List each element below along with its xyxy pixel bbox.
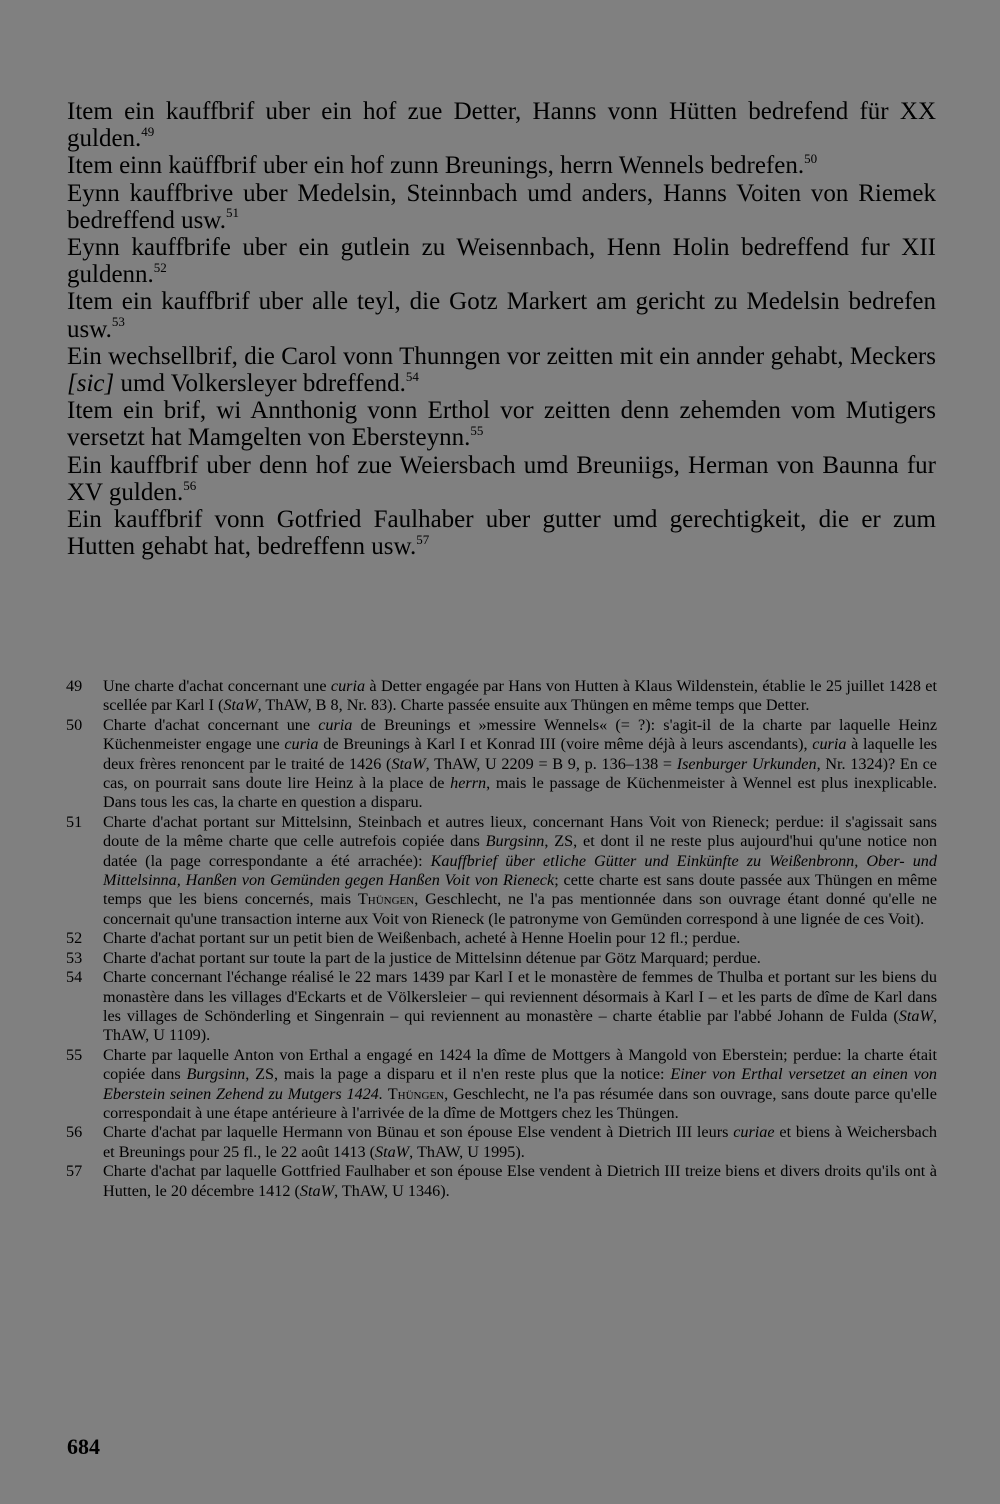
entry: Ein kauffbrif vonn Gotfried Faulhaber uber gutter umd gerechtigkeit, die er zum Hutten gehabt hat, bedreffenn usw.$^{57}$	[67, 506, 936, 561]
footnote-ref: 53	[111, 314, 125, 330]
entry: Eynn kauffbrive uber Medelsin, Steinnbach umd anders, Hanns Voiten von Riemek bedreffend usw.$^{51}$	[67, 179, 936, 234]
footnote-number: 57	[66, 1162, 83, 1181]
footnote-number: 56	[66, 1123, 83, 1142]
footnote: 50 Charte d'achat concernant une curia de Breunings et »messire Wennels« (= ?): s'agit-il de la charte par laquelle Heinz Küchenmeister engage une curia de Breunings à Karl I et Konrad III (voire même déjà à leurs ascendants), curia à laquelle les deux frères renoncent par le traité de 1426 (StaW, ThAW, U 2209 = B 9, p. 136–138 = Isenburger Urkunden, Nr. 1324)? En ce cas, on pourrait sans doute lire Heinz à la place de herrn, mais le passage de Küchenmeister à Wennel est plus inexplicable. Dans tous les cas, la charte en question a disparu.	[66, 715, 938, 812]
footnote-ref: 55	[470, 423, 484, 439]
entry: Ein wechsellbrif, die Carol vonn Thunngen vor zeitten mit ein annder gehabt, Meckers [sic] umd Volkersleyer bdreffend.$^{54}$	[67, 342, 936, 398]
footnotes	[66, 677, 937, 1201]
entry: Ein kauffbrif uber denn hof zue Weiersbach umd Breuniigs, Herman von Baunna fur XV gulden.$^{56}$	[67, 451, 936, 506]
footnote-number: 52	[66, 929, 83, 948]
footnote-number: 49	[66, 677, 83, 695]
entry: Item einn kaüffbrif uber ein hof zunn Breunings, herrn Wennels bedrefen.$^{50}$	[67, 151, 818, 180]
footnote: 54 Charte concernant l'échange réalisé le 22 mars 1439 par Karl I et le monastère de femmes de Thulba et portant sur les biens du monastère dans les villages d'Eckarts et de Völkersleier – qui reviennent désormais à Karl I – et les parts de dîme de Karl dans les villages de Schönderling et Singenrain – qui reviennent au monastère – charte établie par l'abbé Johann de Fulda (StaW, ThAW, U 1109).	[66, 968, 937, 1045]
footnote-number: 53	[66, 948, 83, 967]
footnote: 55 Charte par laquelle Anton von Erthal a engagé en 1424 la dîme de Mottgers à Mangold von Eberstein; perdue: la charte était copiée dans Burgsinn, ZS, mais la page a disparu et il n'en reste plus que la notice: Einer von Erthal versetzet an einen von Eberstein seinen Zehend zu Mutgers 1424. Thüngen, Geschlecht, ne l'a pas résumée dans son ouvrage, sans doute parce qu'elle correspondait à une étape antérieure à l'arrivée de la dîme de Mottgers chez les Thüngen.	[66, 1045, 938, 1122]
footnote-ref: 50	[804, 151, 818, 167]
footnote: 51 Charte d'achat portant sur Mittelsinn, Steinbach et autres lieux, concernant Hans Voit von Rieneck; perdue: il s'agissait sans doute de la même charte que celle autrefois copiée dans Burgsinn, ZS, et dont il ne reste plus aujourd'hui qu'une notice non datée (la page correspondante a été arrachée): Kauffbrief über etliche Gütter und Einkünfte zu Weißenbronn, Ober- und Mittelsinna, Hanßen von Gemünden gegen Hanßen Voit von Rieneck; cette charte est sans doute passée aux Thüngen en même temps que les biens concernés, mais Thüngen, Geschlecht, ne l'a pas mentionnée dans son ouvrage étant donné qu'elle ne concernait qu'une transaction interne aux Voit von Rieneck (le patronyme von Gemünden correspond à une lignée de ces Voit).	[66, 812, 938, 928]
footnote: 52 Charte d'achat portant sur un petit bien de Weißenbach, acheté à Henne Hoelin pour 12 fl.; perdue.	[66, 929, 741, 948]
footnote: 49 Une charte d'achat concernant une curia à Detter engagée par Hans von Hutten à Klaus Wildenstein, établie le 25 juillet 1428 et scellée par Karl I (StaW, ThAW, B 8, Nr. 83). Charte passée ensuite aux Thüngen en même temps que Detter.	[66, 677, 937, 715]
entry: Item ein kauffbrif uber alle teyl, die Gotz Markert am gericht zu Medelsin bedrefen usw.$^{53}$	[67, 288, 936, 343]
entry: Eynn kauffbrife uber ein gutlein zu Weisennbach, Henn Holin bedreffend fur XII guldenn.$^{52}$	[67, 234, 936, 289]
footnote-number: 50	[66, 715, 83, 734]
footnote-ref: 49	[141, 123, 155, 139]
footnote: 56 Charte d'achat par laquelle Hermann von Bünau et son épouse Else vendent à Dietrich III leurs curiae et biens à Weichersbach et Breunings pour 25 fl., le 22 août 1413 (StaW, ThAW, U 1995).	[66, 1123, 937, 1161]
footnote-number: 54	[66, 968, 83, 987]
entry: Item ein brif, wi Annthonig vonn Erthol vor zeitten denn zehemden vom Mutigers versetzt hat Mamgelten von Ebersteynn.$^{55}$	[67, 397, 936, 452]
footnote-ref: 52	[153, 259, 167, 275]
footnote-ref: 54	[405, 368, 419, 384]
page-number: 684	[67, 1434, 100, 1459]
footnote-ref: 51	[225, 205, 239, 221]
footnote-number: 55	[66, 1045, 83, 1064]
footnote-ref: 56	[183, 477, 197, 493]
entry: Item ein kauffbrif uber ein hof zue Detter, Hanns vonn Hütten bedrefend für XX gulden.$^{49}$	[67, 98, 936, 153]
footnote-number: 51	[66, 812, 83, 831]
footnote: 53 Charte d'achat portant sur toute la part de la justice de Mittelsinn détenue par Götz Marquard; perdue.	[66, 948, 761, 967]
footnote: 57 Charte d'achat par laquelle Gottfried Faulhaber et son épouse Else vendent à Dietrich III treize biens et divers droits qu'ils ont à Hutten, le 20 décembre 1412 (StaW, ThAW, U 1346).	[66, 1162, 937, 1200]
main-text	[67, 98, 936, 560]
footnote-ref: 57	[416, 531, 430, 547]
